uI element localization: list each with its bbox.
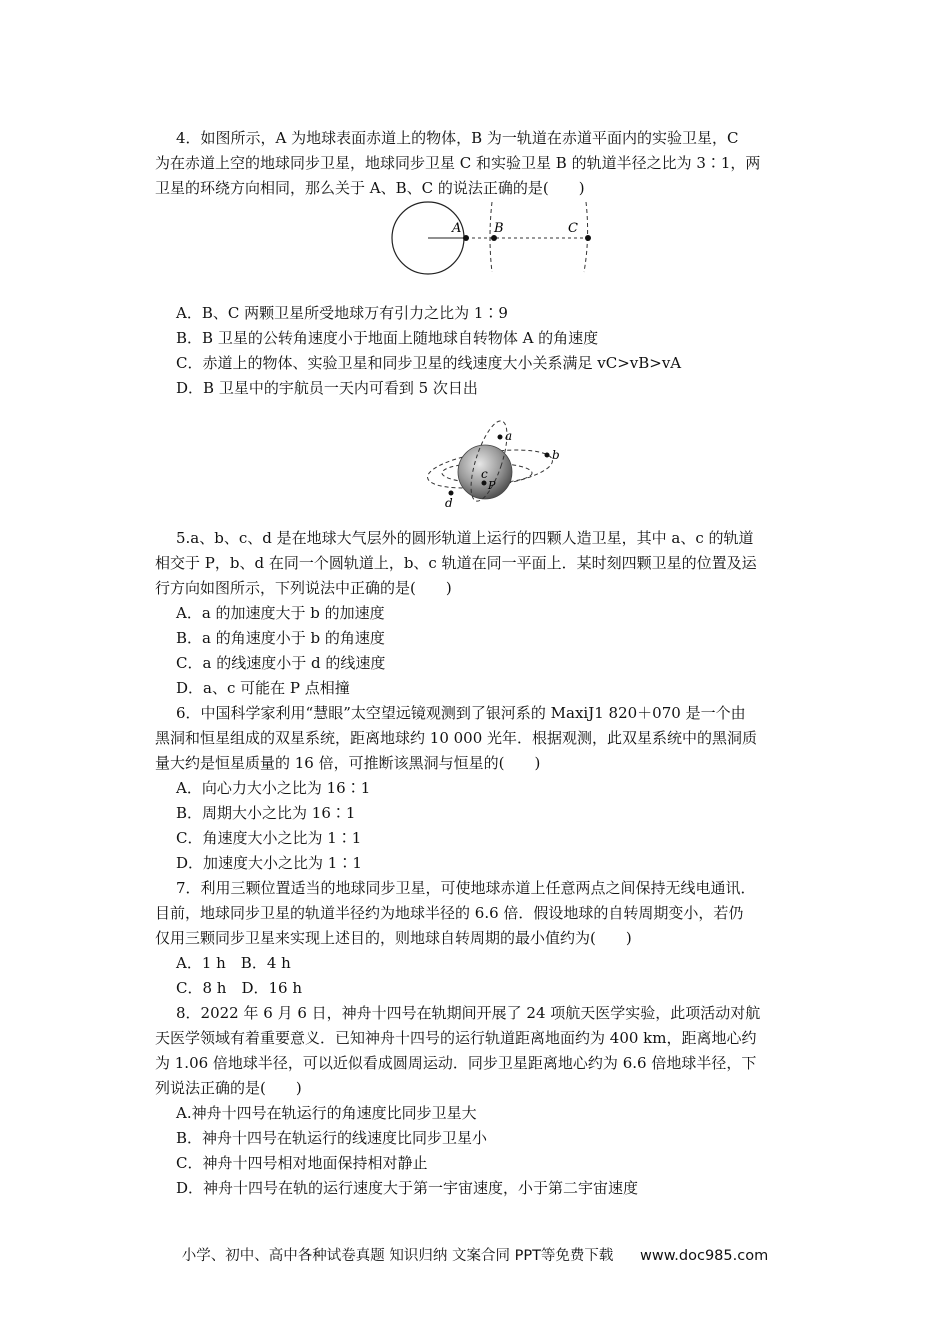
orbit-diagram-abcd — [425, 417, 575, 507]
q8-option-b: B．神舟十四号在轨运行的线速度比同步卫星小 — [176, 1129, 488, 1147]
footer-text: 小学、初中、高中各种试卷真题 知识归纳 文案合同 PPT等免费下载 — [181, 1248, 614, 1264]
q8-option-d: D．神舟十四号在轨的运行速度大于第一宇宙速度，小于第二宇宙速度 — [176, 1179, 639, 1197]
footer-link[interactable]: www.doc985.com — [640, 1248, 769, 1264]
q4-line-3: 卫星的环绕方向相同，那么关于 A、B、C 的说法正确的是( ) — [155, 179, 585, 197]
q6-line-1: 6．中国科学家利用“慧眼”太空望远镜观测到了银河系的 MaxiJ1 820＋070 是一个由 — [176, 704, 746, 722]
q8-option-c: C．神舟十四号相对地面保持相对静止 — [176, 1154, 428, 1172]
page-footer — [0, 1244, 950, 1265]
q5-line-2: 相交于 P，b、d 在同一个圆轨道上，b、c 轨道在同一平面上．某时刻四颗卫星的位置及运 — [155, 554, 757, 572]
label-c: C — [568, 221, 578, 236]
label-sat-a: a — [505, 429, 513, 443]
sat-c — [482, 481, 487, 486]
label-sat-c: c — [481, 467, 488, 481]
label-sat-d: d — [445, 496, 453, 507]
q7-line-1: 7．利用三颗位置适当的地球同步卫星，可使地球赤道上任意两点之间保持无线电通讯． — [176, 879, 756, 897]
q6-line-3: 量大约是恒星质量的 16 倍，可推断该黑洞与恒星的( ) — [155, 754, 541, 772]
q8-line-3: 为 1.06 倍地球半径，可以近似看成圆周运动．同步卫星距离地心约为 6.6 倍地球半径，下 — [155, 1054, 757, 1072]
q6-option-d: D．加速度大小之比为 1∶1 — [176, 854, 362, 872]
q5-option-c: C．a 的线速度小于 d 的线速度 — [176, 654, 386, 672]
label-sat-b: b — [552, 448, 560, 462]
q6-option-b: B．周期大小之比为 16∶1 — [176, 804, 356, 822]
q8-line-2: 天医学领域有着重要意义．已知神舟十四号的运行轨道距离地面约为 400 km，距离地心约 — [155, 1029, 757, 1047]
sat-d — [449, 491, 454, 496]
sat-b — [545, 453, 550, 458]
q7-line-2: 目前，地球同步卫星的轨道半径约为地球半径的 6.6 倍．假设地球的自转周期变小，若仍 — [155, 904, 744, 922]
q8-line-1: 8．2022 年 6 月 6 日，神舟十四号在轨期间开展了 24 项航天医学实验，此项活动对航 — [176, 1004, 761, 1022]
q5-option-b: B．a 的角速度小于 b 的角速度 — [176, 629, 385, 647]
point-c — [585, 235, 591, 241]
q5-line-1: 5.a、b、c、d 是在地球大气层外的圆形轨道上运行的四颗人造卫星，其中 a、c 的轨道 — [176, 529, 754, 547]
orbit-diagram-abc — [388, 200, 608, 280]
q7-line-3: 仅用三颗同步卫星来实现上述目的，则地球自转周期的最小值约为( ) — [155, 929, 632, 947]
label-point-p: P — [488, 479, 496, 492]
q8-option-a: A.神舟十四号在轨运行的角速度比同步卫星大 — [176, 1104, 477, 1122]
q4-option-c: C．赤道上的物体、实验卫星和同步卫星的线速度大小关系满足 vC>vB>vA — [176, 354, 682, 372]
q4-line-1: 4．如图所示，A 为地球表面赤道上的物体，B 为一轨道在赤道平面内的实验卫星，C — [176, 129, 739, 147]
q6-option-a: A．向心力大小之比为 16∶1 — [176, 779, 371, 797]
q4-option-d: D．B 卫星中的宇航员一天内可看到 5 次日出 — [176, 379, 478, 397]
q5-line-3: 行方向如图所示，下列说法中正确的是( ) — [155, 579, 452, 597]
q7-options-cd: C．8 h D．16 h — [176, 979, 302, 997]
q6-option-c: C．角速度大小之比为 1∶1 — [176, 829, 362, 847]
label-a: A — [452, 221, 462, 236]
q7-options-ab: A．1 h B．4 h — [176, 954, 291, 972]
q4-line-2: 为在赤道上空的地球同步卫星，地球同步卫星 C 和实验卫星 B 的轨道半径之比为 3∶1，两 — [155, 154, 761, 172]
q8-line-4: 列说法正确的是( ) — [155, 1079, 302, 1097]
q4-option-a: A．B、C 两颗卫星所受地球万有引力之比为 1∶9 — [176, 304, 508, 322]
q6-line-2: 黑洞和恒星组成的双星系统，距离地球约 10 000 光年．根据观测，此双星系统中的黑洞质 — [155, 729, 758, 747]
point-a — [463, 235, 469, 241]
q4-option-b: B．B 卫星的公转角速度小于地面上随地球自转物体 A 的角速度 — [176, 329, 599, 347]
q5-option-a: A．a 的加速度大于 b 的加速度 — [176, 604, 385, 622]
label-b: B — [494, 221, 504, 236]
q5-option-d: D．a、c 可能在 P 点相撞 — [176, 679, 350, 697]
sat-a — [498, 435, 503, 440]
